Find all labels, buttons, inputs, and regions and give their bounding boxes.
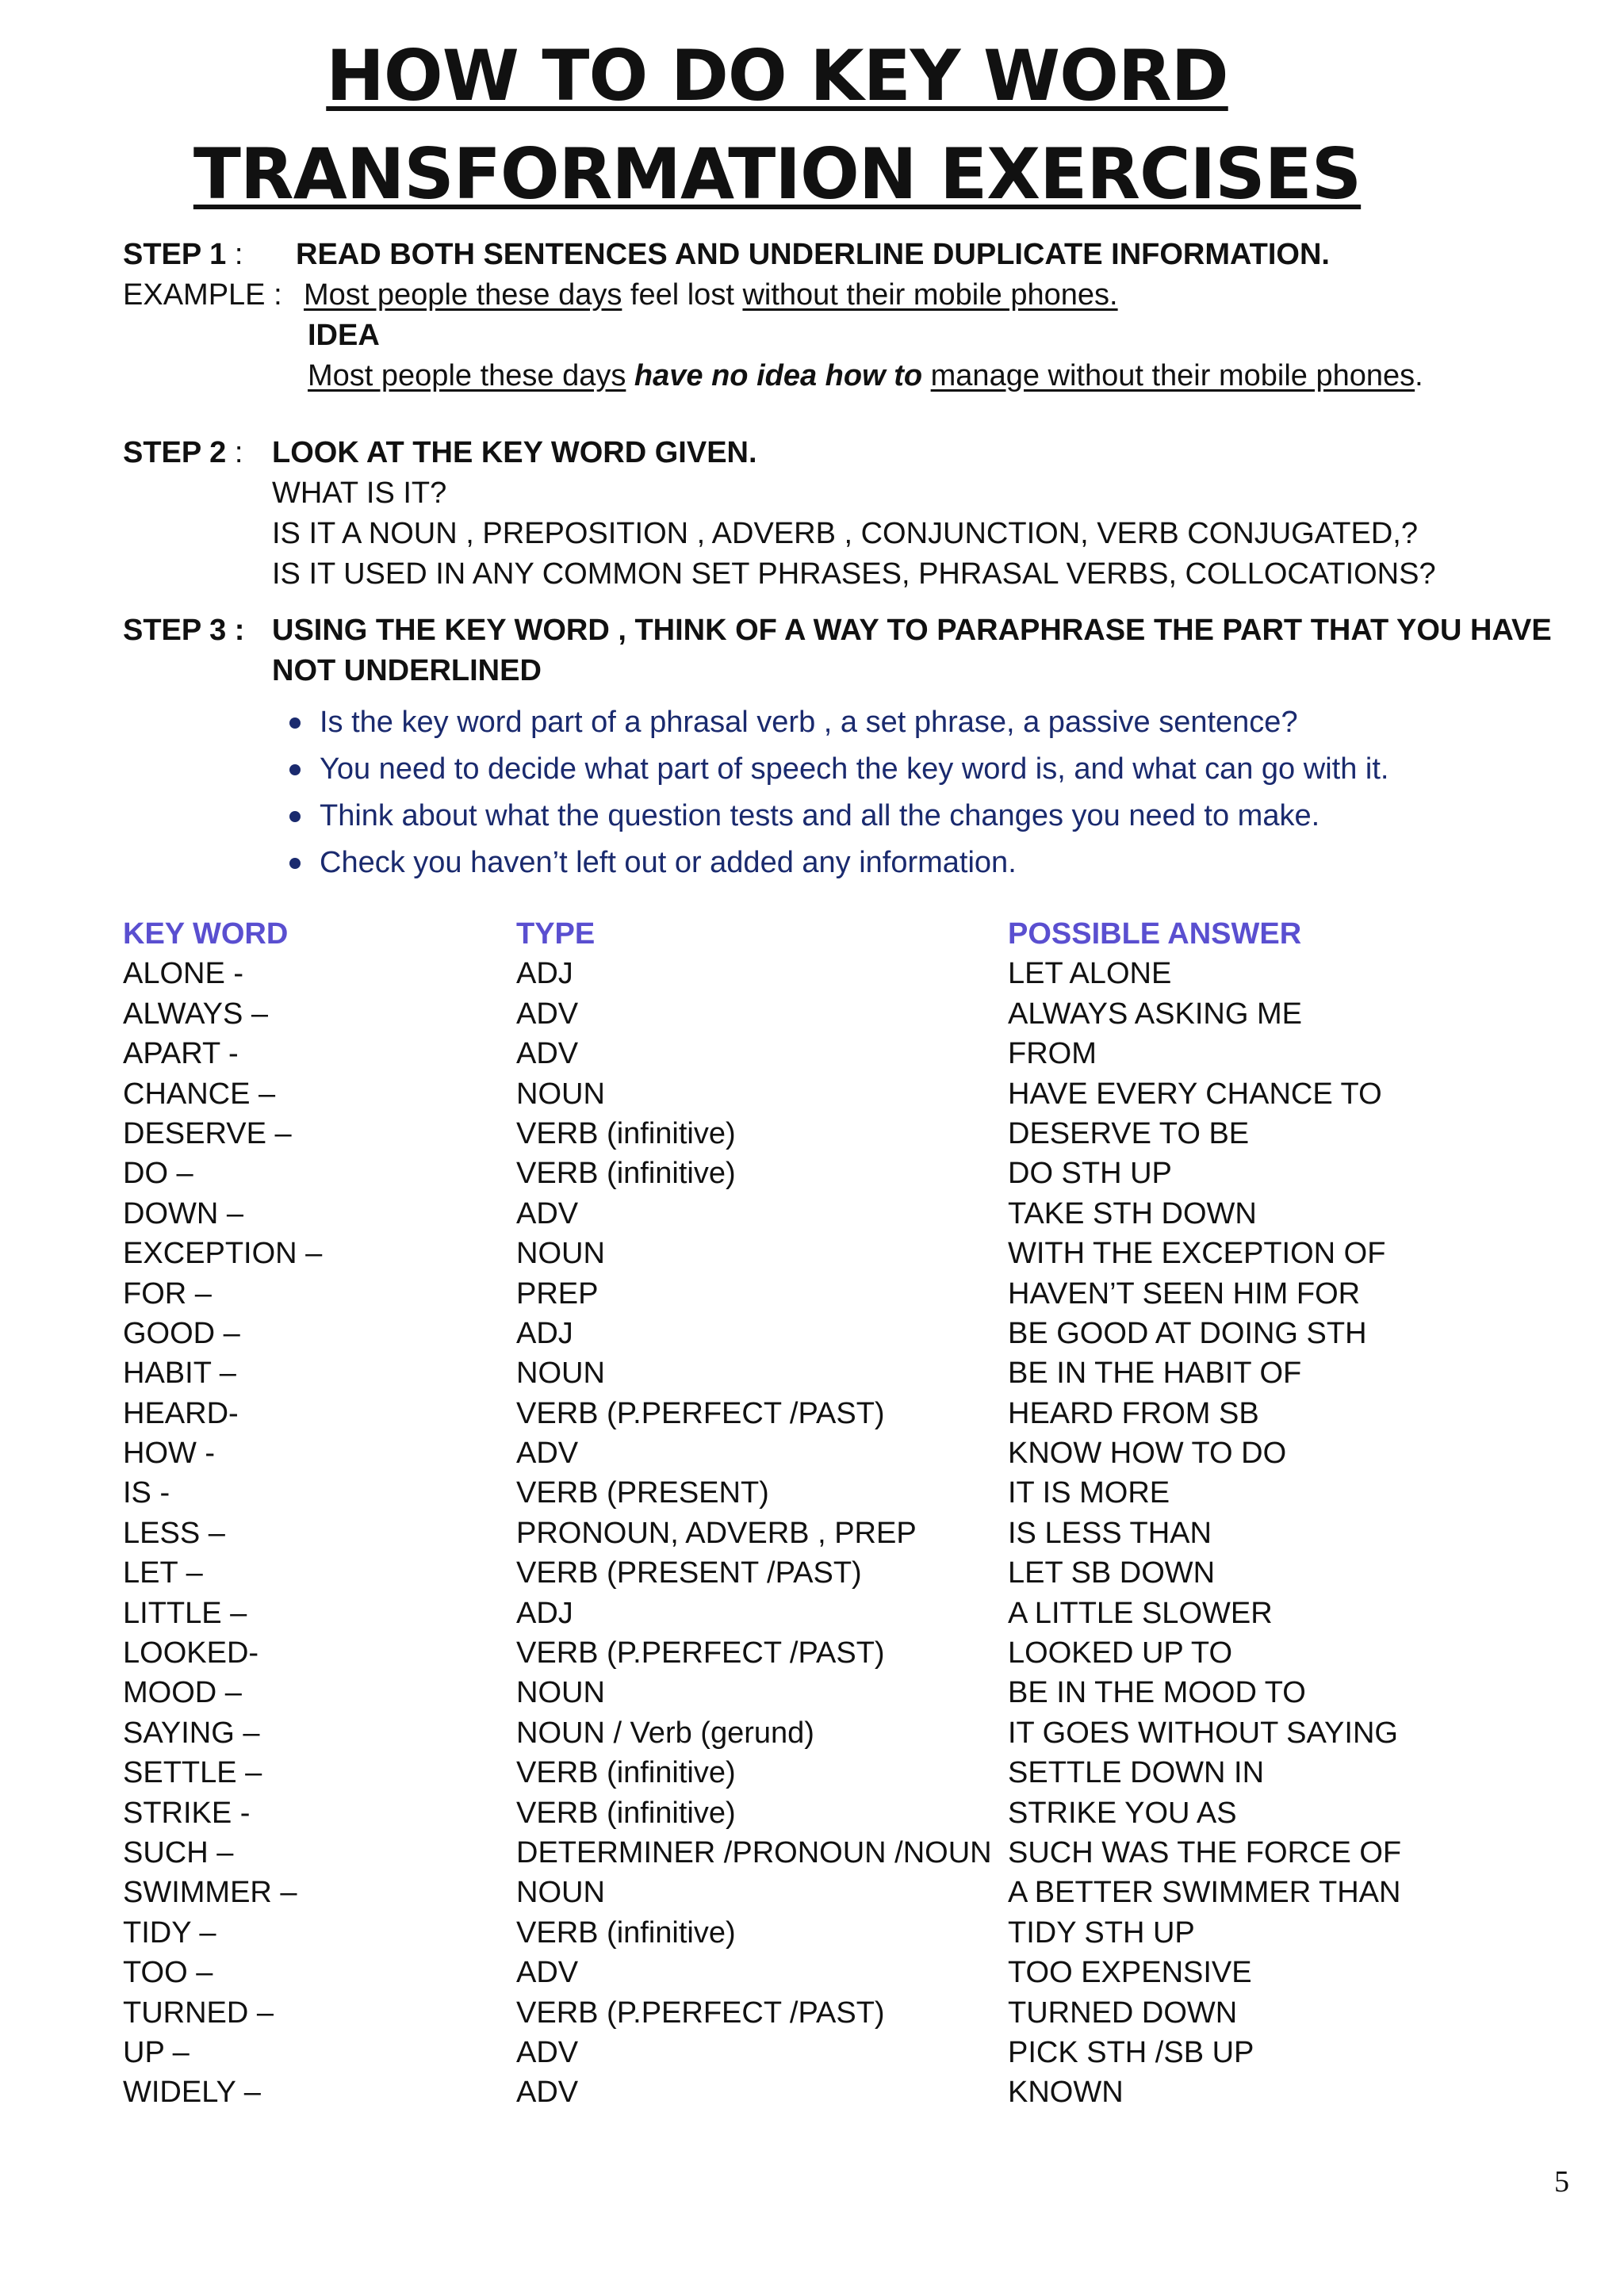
cell-key-word: LITTLE – xyxy=(123,1596,247,1630)
cell-type: VERB (P.PERFECT /PAST) xyxy=(516,1396,885,1430)
cell-possible-answer: DESERVE TO BE xyxy=(1008,1116,1250,1150)
step-2-line: IS IT A NOUN , PREPOSITION , ADVERB , CONJUNCTION, VERB CONJUGATED,? xyxy=(272,517,1418,550)
cell-key-word: MOOD – xyxy=(123,1676,242,1710)
cell-type: NOUN xyxy=(516,1237,605,1271)
cell-possible-answer: TURNED DOWN xyxy=(1008,1996,1238,2030)
example-sentence-1 xyxy=(123,275,1550,316)
cell-type: VERB (P.PERFECT /PAST) xyxy=(516,1996,885,2030)
example-1-underlined-a: Most people these days xyxy=(304,278,622,312)
cell-type: NOUN xyxy=(516,1077,605,1111)
cell-key-word: TOO – xyxy=(123,1956,213,1990)
cell-possible-answer: BE GOOD AT DOING STH xyxy=(1008,1316,1367,1350)
example-2-period: . xyxy=(1415,359,1423,392)
bullet-icon xyxy=(289,718,301,729)
example-label: EXAMPLE : xyxy=(123,278,282,312)
example-1-plain: feel lost xyxy=(622,278,743,312)
cell-type: ADV xyxy=(516,1037,579,1071)
cell-possible-answer: IT IS MORE xyxy=(1008,1476,1170,1510)
cell-type: NOUN / Verb (gerund) xyxy=(516,1716,814,1750)
step-2-heading xyxy=(123,433,1550,473)
page-number: 5 xyxy=(1554,2165,1569,2198)
cell-key-word: HABIT – xyxy=(123,1357,236,1391)
cell-possible-answer: HAVEN’T SEEN HIM FOR xyxy=(1008,1276,1361,1311)
cell-type: NOUN xyxy=(516,1357,605,1391)
cell-type: ADJ xyxy=(516,957,573,991)
cell-type: ADV xyxy=(516,2076,579,2110)
step-1-colon: : xyxy=(234,238,243,271)
bullet-icon xyxy=(289,811,301,822)
list-item: You need to decide what part of speech the key word is, and what can go with it. xyxy=(289,746,1624,793)
cell-key-word: IS - xyxy=(123,1476,170,1510)
cell-possible-answer: KNOW HOW TO DO xyxy=(1008,1437,1287,1471)
cell-key-word: FOR – xyxy=(123,1276,212,1311)
cell-type: DETERMINER /PRONOUN /NOUN xyxy=(516,1835,992,1869)
cell-type: ADV xyxy=(516,2035,579,2069)
cell-possible-answer: TAKE STH DOWN xyxy=(1008,1196,1257,1230)
page-title-line-1: HOW TO DO KEY WORD xyxy=(326,35,1228,117)
cell-possible-answer: SUCH WAS THE FORCE OF xyxy=(1008,1835,1402,1869)
cell-key-word: HOW - xyxy=(123,1437,216,1471)
cell-possible-answer: KNOWN xyxy=(1008,2076,1124,2110)
cell-possible-answer: STRIKE YOU AS xyxy=(1008,1796,1237,1830)
cell-key-word: SUCH – xyxy=(123,1835,234,1869)
cell-possible-answer: LOOKED UP TO xyxy=(1008,1636,1232,1670)
bullet-icon xyxy=(289,764,301,775)
cell-key-word: SWIMMER – xyxy=(123,1876,297,1910)
cell-key-word: SAYING – xyxy=(123,1716,260,1750)
cell-type: ADJ xyxy=(516,1596,573,1630)
list-item: Check you haven’t left out or added any information. xyxy=(289,840,1624,886)
cell-type: NOUN xyxy=(516,1876,605,1910)
list-item: Think about what the question tests and all the changes you need to make. xyxy=(289,793,1624,840)
cell-type: ADV xyxy=(516,997,579,1031)
cell-possible-answer: A BETTER SWIMMER THAN xyxy=(1008,1876,1401,1910)
cell-possible-answer: SETTLE DOWN IN xyxy=(1008,1756,1265,1790)
step-2-text: LOOK AT THE KEY WORD GIVEN. xyxy=(272,436,757,469)
cell-type: VERB (PRESENT /PAST) xyxy=(516,1556,862,1590)
step-3-label: STEP 3 : xyxy=(123,614,245,647)
cell-key-word: LESS – xyxy=(123,1516,225,1550)
cell-possible-answer: LET ALONE xyxy=(1008,957,1172,991)
cell-type: PRONOUN, ADVERB , PREP xyxy=(516,1516,917,1550)
cell-type: VERB (infinitive) xyxy=(516,1796,736,1830)
cell-key-word: DOWN – xyxy=(123,1196,243,1230)
example-keyword: IDEA xyxy=(308,319,380,352)
cell-possible-answer: HAVE EVERY CHANCE TO xyxy=(1008,1077,1382,1111)
example-2-answer: have no idea how to xyxy=(626,359,931,392)
cell-type: VERB (infinitive) xyxy=(516,1157,736,1191)
header-key-word: KEY WORD xyxy=(123,917,289,951)
steps-section xyxy=(123,235,1550,886)
step-2-colon: : xyxy=(234,436,243,469)
cell-key-word: TURNED – xyxy=(123,1996,274,2030)
example-2-underlined-a: Most people these days xyxy=(308,359,626,392)
cell-possible-answer: WITH THE EXCEPTION OF xyxy=(1008,1237,1386,1271)
step-3-text-line-1: USING THE KEY WORD , THINK OF A WAY TO PARAPHRASE THE PART THAT YOU HAVE xyxy=(272,614,1552,647)
cell-type: VERB (PRESENT) xyxy=(516,1476,769,1510)
cell-key-word: TIDY – xyxy=(123,1915,216,1950)
tips-list xyxy=(289,699,1624,886)
cell-possible-answer: BE IN THE MOOD TO xyxy=(1008,1676,1306,1710)
step-2-line: WHAT IS IT? xyxy=(272,476,447,510)
cell-possible-answer: PICK STH /SB UP xyxy=(1008,2035,1254,2069)
cell-key-word: ALONE - xyxy=(123,957,244,991)
cell-key-word: ALWAYS – xyxy=(123,997,269,1031)
cell-type: VERB (infinitive) xyxy=(516,1756,736,1790)
step-1-text: READ BOTH SENTENCES AND UNDERLINE DUPLICATE INFORMATION. xyxy=(296,238,1330,271)
step-3-text-line-2: NOT UNDERLINED xyxy=(272,654,542,687)
cell-possible-answer: TIDY STH UP xyxy=(1008,1915,1195,1950)
cell-key-word: DO – xyxy=(123,1157,193,1191)
cell-possible-answer: HEARD FROM SB xyxy=(1008,1396,1259,1430)
step-3-heading xyxy=(123,610,1550,651)
cell-type: ADV xyxy=(516,1437,579,1471)
cell-type: NOUN xyxy=(516,1676,605,1710)
cell-key-word: CHANCE – xyxy=(123,1077,276,1111)
cell-key-word: DESERVE – xyxy=(123,1116,292,1150)
header-possible-answer: POSSIBLE ANSWER xyxy=(1008,917,1302,951)
cell-key-word: LOOKED- xyxy=(123,1636,259,1670)
cell-possible-answer: BE IN THE HABIT OF xyxy=(1008,1357,1302,1391)
cell-type: ADV xyxy=(516,1196,579,1230)
cell-possible-answer: FROM xyxy=(1008,1037,1097,1071)
cell-possible-answer: A LITTLE SLOWER xyxy=(1008,1596,1273,1630)
step-2-label: STEP 2 xyxy=(123,436,227,469)
cell-type: VERB (infinitive) xyxy=(516,1915,736,1950)
cell-possible-answer: IS LESS THAN xyxy=(1008,1516,1212,1550)
cell-key-word: STRIKE - xyxy=(123,1796,251,1830)
cell-possible-answer: ALWAYS ASKING ME xyxy=(1008,997,1302,1031)
cell-key-word: EXCEPTION – xyxy=(123,1237,323,1271)
cell-possible-answer: LET SB DOWN xyxy=(1008,1556,1216,1590)
cell-type: ADV xyxy=(516,1956,579,1990)
cell-key-word: HEARD- xyxy=(123,1396,239,1430)
cell-type: VERB (P.PERFECT /PAST) xyxy=(516,1636,885,1670)
cell-key-word: SETTLE – xyxy=(123,1756,262,1790)
example-1-underlined-b: without their mobile phones. xyxy=(742,278,1118,312)
bullet-icon xyxy=(289,858,301,869)
cell-possible-answer: DO STH UP xyxy=(1008,1157,1172,1191)
example-2-underlined-b: manage without their mobile phones xyxy=(930,359,1415,392)
example-keyword-row xyxy=(123,316,1550,356)
step-1-label: STEP 1 xyxy=(123,238,227,271)
cell-possible-answer: IT GOES WITHOUT SAYING xyxy=(1008,1716,1398,1750)
cell-key-word: APART - xyxy=(123,1037,239,1071)
cell-type: PREP xyxy=(516,1276,599,1311)
page-title-line-2: TRANSFORMATION EXERCISES xyxy=(193,133,1362,215)
header-type: TYPE xyxy=(516,917,596,951)
cell-type: VERB (infinitive) xyxy=(516,1116,736,1150)
cell-possible-answer: TOO EXPENSIVE xyxy=(1008,1956,1252,1990)
list-item: Is the key word part of a phrasal verb , a set phrase, a passive sentence? xyxy=(289,699,1624,746)
step-2-line: IS IT USED IN ANY COMMON SET PHRASES, PHRASAL VERBS, COLLOCATIONS? xyxy=(272,557,1436,591)
cell-key-word: LET – xyxy=(123,1556,203,1590)
cell-key-word: UP – xyxy=(123,2035,190,2069)
cell-type: ADJ xyxy=(516,1316,573,1350)
example-sentence-2 xyxy=(123,356,1550,396)
step-1-heading xyxy=(123,235,1550,275)
cell-key-word: WIDELY – xyxy=(123,2076,261,2110)
cell-key-word: GOOD – xyxy=(123,1316,240,1350)
